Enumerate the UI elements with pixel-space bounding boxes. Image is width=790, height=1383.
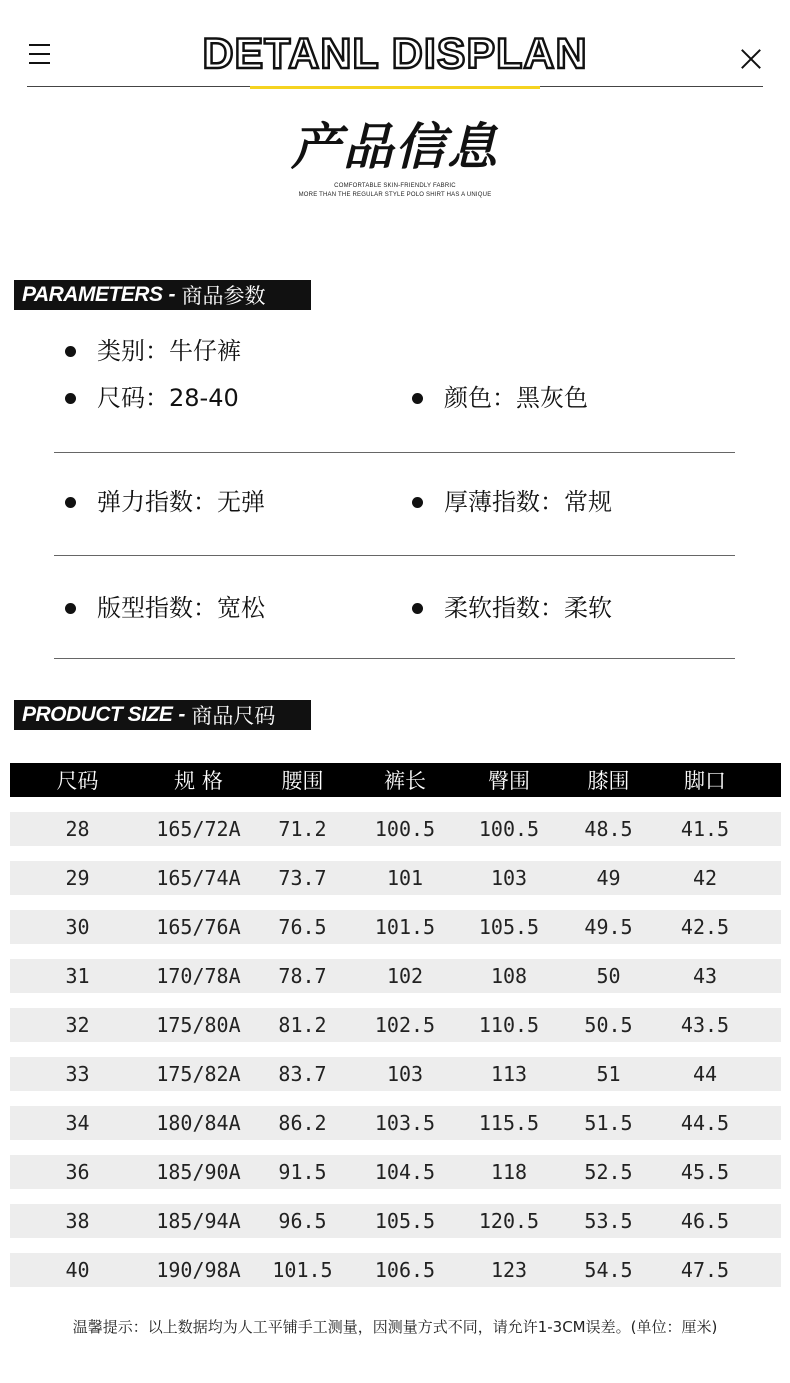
table-cell: 86.2 <box>278 1111 327 1135</box>
table-header <box>10 763 781 797</box>
table-cell: 105.5 <box>374 1209 436 1233</box>
header-cell: 膝围 <box>587 769 630 793</box>
table-cell: 165/76A <box>156 915 241 939</box>
table-row <box>10 1008 781 1042</box>
table-cell: 33 <box>65 1062 90 1086</box>
table-cell: 101.5 <box>374 915 436 939</box>
table-cell: 104.5 <box>374 1160 436 1184</box>
table-cell: 185/94A <box>156 1209 241 1233</box>
header-cell: 腰围 <box>281 769 324 793</box>
bullet-icon <box>65 497 76 508</box>
table-cell: 42 <box>692 866 718 890</box>
table-cell: 123 <box>490 1258 528 1282</box>
table-cell: 83.7 <box>278 1062 327 1086</box>
param-text: 类别：牛仔裤 <box>97 337 241 365</box>
hero-title: 产品信息 <box>291 118 499 176</box>
size-table <box>10 763 781 1282</box>
table-cell: 46.5 <box>680 1209 730 1233</box>
table-row <box>10 959 781 993</box>
param-divider <box>54 555 735 556</box>
table-cell: 102.5 <box>374 1013 436 1037</box>
table-cell: 175/80A <box>156 1013 241 1037</box>
bullet-icon <box>65 603 76 614</box>
table-cell: 110.5 <box>478 1013 540 1037</box>
table-row <box>10 812 781 846</box>
table-cell: 102 <box>386 964 424 988</box>
param-fit <box>65 593 265 623</box>
table-cell: 103 <box>386 1062 424 1086</box>
param-text: 版型指数：宽松 <box>97 594 265 622</box>
table-row <box>10 910 781 944</box>
section-title-dash: - <box>168 283 176 306</box>
table-row <box>10 1253 781 1287</box>
section-title-dash: - <box>178 703 186 726</box>
table-cell: 43.5 <box>680 1013 730 1037</box>
table-cell: 165/72A <box>156 817 241 841</box>
table-cell: 96.5 <box>278 1209 327 1233</box>
param-size <box>65 383 239 413</box>
header-cell: 规 格 <box>174 769 223 793</box>
table-cell: 34 <box>65 1111 90 1135</box>
table-cell: 175/82A <box>156 1062 241 1086</box>
table-cell: 76.5 <box>278 915 327 939</box>
table-cell: 32 <box>65 1013 90 1037</box>
table-cell: 165/74A <box>156 866 241 890</box>
param-thickness <box>412 487 612 517</box>
param-divider <box>54 658 735 659</box>
table-cell: 103 <box>490 866 528 890</box>
section-title-zh: 商品参数 <box>181 284 266 308</box>
table-cell: 185/90A <box>156 1160 241 1184</box>
table-cell: 44 <box>692 1062 718 1086</box>
table-cell: 42.5 <box>680 915 730 939</box>
table-cell: 180/84A <box>156 1111 241 1135</box>
table-cell: 51.5 <box>584 1111 633 1135</box>
table-cell: 51 <box>596 1062 621 1086</box>
measurement-footnote: 温馨提示：以上数据均为人工平铺手工测量，因测量方式不同，请允许1-3CM误差。(单位：厘米) <box>72 1318 718 1336</box>
table-cell: 49.5 <box>584 915 633 939</box>
param-text: 柔软指数：柔软 <box>444 594 612 622</box>
table-cell: 52.5 <box>584 1160 633 1184</box>
brand-title: DETANL DISPLAN <box>202 30 588 78</box>
table-cell: 29 <box>65 866 90 890</box>
section-title-zh: 商品尺码 <box>191 704 276 728</box>
table-cell: 81.2 <box>278 1013 327 1037</box>
hero-subtitle-line2: MORE THAN THE REGULAR STYLE POLO SHIRT HAS A UNIQUE <box>298 192 492 198</box>
bullet-icon <box>65 346 76 357</box>
product-size-section-badge <box>14 700 311 730</box>
table-cell: 120.5 <box>478 1209 540 1233</box>
table-cell: 50 <box>596 964 621 988</box>
table-cell: 108 <box>490 964 528 988</box>
table-cell: 30 <box>65 915 90 939</box>
table-cell: 103.5 <box>374 1111 436 1135</box>
table-cell: 91.5 <box>278 1160 327 1184</box>
param-category <box>65 336 241 366</box>
header-accent-bar <box>250 86 540 89</box>
param-softness <box>412 593 612 623</box>
table-cell: 71.2 <box>278 817 327 841</box>
table-row <box>10 861 781 895</box>
table-cell: 50.5 <box>584 1013 633 1037</box>
table-cell: 54.5 <box>584 1258 633 1282</box>
hero-subtitle-line1: COMFORTABLE SKIN-FRIENDLY FABRIC <box>334 183 456 189</box>
table-cell: 101.5 <box>272 1258 333 1282</box>
header-cell: 脚口 <box>684 769 726 793</box>
param-text: 弹力指数：无弹 <box>97 488 265 516</box>
table-cell: 40 <box>65 1258 90 1282</box>
table-cell: 106.5 <box>374 1258 436 1282</box>
table-cell: 100.5 <box>478 817 540 841</box>
table-cell: 73.7 <box>278 866 327 890</box>
param-text: 颜色：黑灰色 <box>444 384 588 412</box>
table-row <box>10 1106 781 1140</box>
table-cell: 53.5 <box>584 1209 633 1233</box>
table-cell: 41.5 <box>680 817 730 841</box>
table-cell: 38 <box>65 1209 90 1233</box>
param-text: 尺码：28-40 <box>97 384 239 412</box>
section-title-en: PARAMETERS <box>22 283 163 306</box>
header-cell: 裤长 <box>384 769 426 793</box>
table-cell: 31 <box>65 964 90 988</box>
table-cell: 113 <box>490 1062 528 1086</box>
bullet-icon <box>412 603 423 614</box>
header-cell: 尺码 <box>56 769 99 793</box>
table-cell: 49 <box>596 866 621 890</box>
table-cell: 44.5 <box>680 1111 730 1135</box>
table-cell: 45.5 <box>680 1160 730 1184</box>
table-cell: 115.5 <box>478 1111 540 1135</box>
table-cell: 170/78A <box>156 964 241 988</box>
table-cell: 43 <box>692 964 718 988</box>
param-elasticity <box>65 487 265 517</box>
table-cell: 100.5 <box>374 817 436 841</box>
param-divider <box>54 452 735 453</box>
bullet-icon <box>65 393 76 404</box>
table-row <box>10 1204 781 1238</box>
table-row <box>10 1057 781 1091</box>
table-cell: 190/98A <box>156 1258 241 1282</box>
table-cell: 105.5 <box>478 915 540 939</box>
table-cell: 28 <box>65 817 90 841</box>
table-row <box>10 1155 781 1189</box>
table-cell: 101 <box>386 866 424 890</box>
param-text: 厚薄指数：常规 <box>444 488 612 516</box>
section-title-en: PRODUCT SIZE <box>22 703 173 726</box>
table-cell: 48.5 <box>584 817 633 841</box>
header-cell: 臀围 <box>488 769 530 793</box>
bullet-icon <box>412 497 423 508</box>
table-cell: 78.7 <box>278 964 327 988</box>
close-icon[interactable] <box>740 48 762 70</box>
table-cell: 118 <box>490 1160 528 1184</box>
bullet-icon <box>412 393 423 404</box>
parameters-section-badge <box>14 280 311 310</box>
table-cell: 36 <box>65 1160 90 1184</box>
table-cell: 47.5 <box>680 1258 730 1282</box>
param-color <box>412 383 588 413</box>
